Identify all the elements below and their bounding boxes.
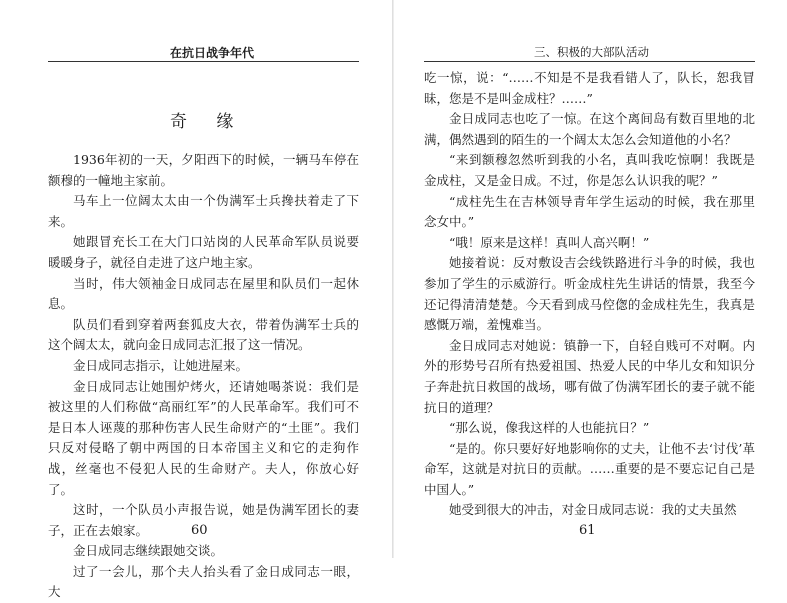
right-body-text	[424, 68, 755, 521]
paragraph: “是的。你只要好好地影响你的丈夫，让他不去‘讨伐’革命军，这就是对抗日的贡献。……重要的是不要忘记自己是中国人。”	[424, 440, 755, 497]
paragraph: “那么说，像我这样的人也能抗日？”	[449, 420, 650, 436]
paragraph: 金日成同志对她说：镇静一下，自轻自贱可不对啊。内外的形势号召所有热爱祖国、热爱人民的中华儿女和知识分子奔赴抗日救国的战场，哪有做了伪满军团长的妻子就不能抗日的道理？	[424, 337, 755, 415]
right-header-rule	[424, 61, 755, 62]
chapter-title: 奇 缘	[170, 112, 246, 132]
paragraph: 1936年初的一天，夕阳西下的时候，一辆马车停在额穆的一幢地主家前。	[48, 152, 359, 188]
left-header-rule	[48, 61, 359, 62]
continued-paragraph: 吃一惊，说：“……不知是不是我看错人了，队长，恕我冒昧，您是不是叫金成柱？……”	[424, 70, 755, 106]
paragraph: 马车上一位阔太太由一个伪满军士兵搀扶着走了下来。	[48, 193, 359, 229]
paragraph: 金日成同志也吃了一惊。在这个离间岛有数百里地的北满，偶然遇到的陌生的一个阔太太怎么会知道他的小名？	[424, 111, 755, 147]
paragraph: 过了一会儿，那个夫人抬头看了金日成同志一眼，大	[48, 563, 359, 600]
paragraph: 队员们看到穿着两套狐皮大衣，带着伪满军士兵的这个阔太太，就向金日成同志汇报了这一情况。	[48, 316, 359, 353]
paragraph: 她跟冒充长工在大门口站岗的人民革命军队员说要暖暖身子，就径自走进了这户地主家。	[48, 234, 359, 270]
paragraph: 金日成同志指示，让她进屋来。	[73, 357, 249, 373]
right-running-header: 三、积极的大部队活动	[534, 45, 649, 59]
paragraph: 金日成同志让她围炉烤火，还请她喝茶说：我们是被这里的人们称做“高丽红军”的人民革命军。我们可不是日本人诬蔑的那种伤害人民生命财产的“土匪”。我们只反对侵略了朝中两国的日本帝国主义和它的走狗作战，丝毫也不侵犯人民的生命财产。夫人，你放心好了。	[48, 378, 359, 497]
paragraph: 她受到很大的冲击，对金日成同志说：我的丈夫虽然	[449, 502, 737, 518]
left-page-number: 60	[191, 523, 208, 538]
left-page	[0, 0, 393, 600]
right-page-number: 61	[579, 523, 596, 538]
paragraph: 这时，一个队员小声报告说，她是伪满军团长的妻子，正在去娘家。	[48, 502, 359, 538]
left-running-header: 在抗日战争年代	[170, 46, 255, 60]
paragraph: “哦！原来是这样！真叫人高兴啊！”	[449, 234, 650, 250]
paragraph: 当时，伟大领袖金日成同志在屋里和队员们一起休息。	[48, 275, 359, 312]
paragraph: 金日成同志继续跟她交谈。	[73, 543, 224, 559]
paragraph: 她接着说：反对敷设吉会线铁路进行斗争的时候，我也参加了学生的示威游行。听金成柱先生讲话的情景，我至今还记得清清楚楚。今天看到成马倥偬的金成柱先生，我真是感慨万端，羞愧难当。	[424, 255, 755, 333]
paragraph: “成柱先生在吉林领导青年学生运动的时候，我在那里念女中。”	[424, 193, 755, 230]
paragraph: “来到额穆忽然听到我的小名，真叫我吃惊啊！我既是金成柱，又是金日成。不过，你是怎么认识我的呢？”	[424, 152, 755, 188]
right-page	[394, 0, 787, 558]
